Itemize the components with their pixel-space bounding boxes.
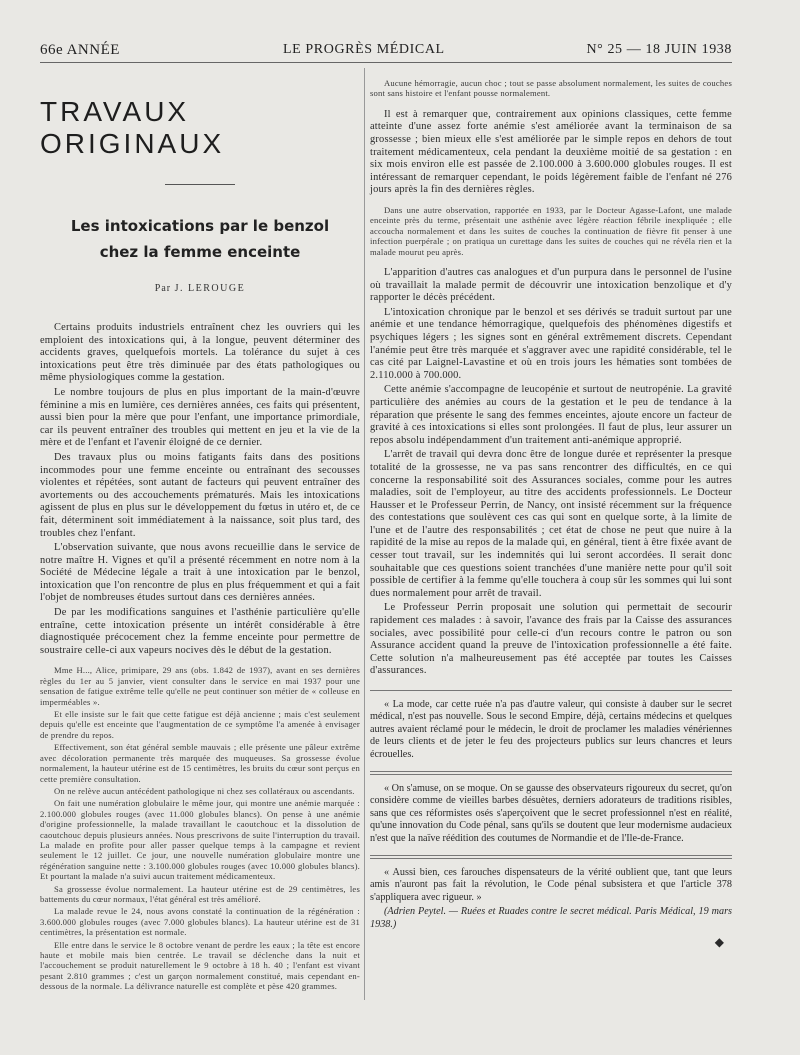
case-paragraph: Mme H..., Alice, primipare, 29 ans (obs. 1.842 de 1937), avant en ses dernières règles du 1er au 5 janvier, vient consulter dans le service en mai 1937 pour une sensation de fatigue extrême telle qu'elle ne peut continuer son métier de « colleuse en imperméables ». bbox=[40, 665, 360, 707]
journal-name: LE PROGRÈS MÉDICAL bbox=[283, 42, 445, 57]
title-rule bbox=[165, 184, 235, 185]
paragraph: Il est à remarquer que, contrairement aux opinions classiques, cette femme atteinte d'une assez forte anémie s'est améliorée avant la terminaison de sa grossesse ; bien mieux elle s'est améliorée par le simple repos en dehors de tout traitement médicamenteux, cela pendant la deuxième moitié de sa gestation : en six mois environ elle est passée de 2.100.000 à 3.600.000 globules rouges. Il est intéressant de remarquer cependant, le poids légèrement faible de l'enfant né 276 jours après la fin des dernières règles. bbox=[370, 108, 732, 196]
conclusion-text bbox=[370, 267, 732, 678]
paragraph: Certains produits industriels entraînent chez les ouvriers qui les emploient des intoxications qui, à la longue, peuvent déterminer des accidents graves, quelquefois mortels. La tolérance du sujet à ces intoxications peut être très diminuée par des états pathologiques ou même physiologiques comme la gestation. bbox=[40, 322, 360, 384]
case-paragraph: Effectivement, son état général semble mauvais ; elle présente une pâleur extrême avec décoloration permanente très marquée des muqueuses. Sa grossesse évolue normalement, la hauteur utérine est de 15 centimètres, les bruits du cœur sont perçus en cette première consultation. bbox=[40, 742, 360, 784]
paragraph: De par les modifications sanguines et l'asthénie particulière qu'elle entraîne, cette intoxication présente un intérêt considérable à être diagnostiquée précocement chez la femme enceinte pour permettre de soustraire celle-ci aux vapeurs nocives dès le début de la gestation. bbox=[40, 607, 360, 656]
intro-text bbox=[40, 322, 360, 657]
paragraph: Le nombre toujours de plus en plus important de la main-d'œuvre féminine a mis en lumière, ces dernières années, ces faits qui présentent, aussi bien pour la mère que pour l'enfant, une importance primordiale, car ils peuvent entraîner des troubles qui mettent en jeu et la vie de la mère et de l'enfant et l'avenir éloigné de ce dernier. bbox=[40, 386, 360, 449]
paragraph: Le Professeur Perrin proposait une solution qui permettait de secourir rapidement ces malades : à savoir, l'avance des frais par la Caisse des assurances sociales, avec possibilité pour celle-ci d'un recours contre le patron ou son Assurance accident quand la preuve de l'intoxication professionnelle a été faite. Cette solution n'a malheureusement pas été acceptée par toutes les Caisses d'assurances. bbox=[370, 602, 732, 677]
right-column bbox=[370, 68, 732, 950]
case-paragraph: On ne relève aucun antécédent pathologique ni chez ses collatéraux ou ascendants. bbox=[54, 785, 355, 796]
case-paragraph: On fait une numération globulaire le même jour, qui montre une anémie marquée : 2.100.000 globules rouges (avec 11.000 globules blancs). On pense à une anémie d'origine professionnelle, la malade travaillant le caoutchouc et la dissolution de caoutchouc depuis plusieurs années. Nous prescrivons de suite l'interruption du travail. La malade en profite pour aller passer quelque temps à la campagne et revient seulement le 12 juillet. Ce jour, une nouvelle numération globulaire montre une régénération sanguine nette : 3.100.000 globules rouges (avec 10.000 globules blancs). Et pourtant la malade n'a suivi aucun traitement médicamenteux. bbox=[40, 798, 360, 882]
paragraph: L'arrêt de travail qui devra donc être de longue durée et représenter la presque totalité de la grossesse, ne va pas sans rencontrer des difficultés, en ce qui concerne la responsabilité soit des Assurances sociales, comme pour les autres maladies, soit de l'employeur, au titre des accidents professionnels. Le Docteur Hausser et le Professeur Perrin, de Nancy, ont insisté récemment sur la fréquence des contestations que soulèvent ces cas qui sont en quelque sorte, à la limite de l'une et de l'autre des responsabilités ; cet état de chose ne peut que nuire à la rapidité de la mise au repos de la malade qui, en général, tient à être fixée avant de cesser tout travail, sur les indemnités qui lui seront accordées. Il serait donc souhaitable que ces questions soient tranchées d'une manière nette pour qu'il soit possible de certifier à la femme qu'elle touchera à coup sûr les sommes qui lui sont dues normalement pour arrêt de travail. bbox=[370, 449, 732, 599]
case-observation bbox=[40, 665, 360, 991]
section-separator bbox=[370, 690, 732, 691]
case-paragraph: Et elle insiste sur le fait que cette fatigue est déjà ancienne ; mais c'est seulement depuis qu'elle est enceinte que l'augmentation de ce symptôme l'a amenée à envisager de prendre du repos. bbox=[40, 709, 360, 740]
paragraph: Des travaux plus ou moins fatigants faits dans des positions incommodes pour une femme enceinte ou entraînant des secousses violentes et répétées, sont autant de facteurs qui peuvent entraîner des avortements ou des accouchements prématurés. Mais les intoxications agissent de plus en plus sur le développement du fœtus in utéro et, de ce fait, déterminent soit immédiatement à la naissance, soit plus tard, des troubles chez l'enfant. bbox=[40, 451, 360, 539]
column-divider bbox=[364, 68, 365, 1000]
case-paragraph: La malade revue le 24, nous avons constaté la continuation de la régénération : 3.600.000 globules rouges (avec 7.000 globules blancs). La hauteur utérine est de 31 centimètres, la présentation est normale. bbox=[40, 906, 360, 938]
quote-source: (Adrien Peytel. — Ruées et Ruades contre le secret médical. Paris Médical, 19 mars 1938.) bbox=[370, 906, 732, 930]
discussion-text bbox=[370, 109, 732, 197]
case-continuation bbox=[370, 78, 732, 99]
issue-date: N° 25 — 18 JUIN 1938 bbox=[586, 42, 732, 57]
section-title: TRAVAUX ORIGINAUX bbox=[40, 96, 225, 159]
quote-separator bbox=[370, 771, 732, 775]
left-column bbox=[40, 68, 360, 1002]
author-prefix: Par bbox=[154, 283, 172, 294]
paragraph: Cette anémie s'accompagne de leucopénie et surtout de neutropénie. La gravité particulière des anémies au cours de la gestation et le peu de tendance à la réparation que présente le sang des femmes enceintes, ajoute encore un facteur de gravité à ces intoxications si elles sont prolongées. Il faut de plus, leur assurer un repos absolu indépendamment d'un traitement anti-anémique approprié. bbox=[370, 384, 732, 446]
paragraph: L'observation suivante, que nous avons recueillie dans le service de notre maître H. Vignes et qu'il a présenté récemment en notre nom à la Société de Médecine légale a trait à une intoxication par le benzol, intoxication que l'on rencontre de plus en plus fréquemment et qui a fait l'objet de nombreuses études surtout dans ces dernières années. bbox=[40, 542, 360, 604]
paragraph: L'intoxication chronique par le benzol et ses dérivés se traduit surtout par une anémie et une tendance hémorragique, quelquefois des phénomènes digestifs et psychiques légers ; les signes sont en général extrêmement discrets. Cependant l'anémie peut être très marquée et s'aggraver avec une rapidité considérable, tel le cas cité par Laignel-Lavastine et où en trois jours les hématies sont tombées de 2.110.000 à 700.000. bbox=[370, 306, 732, 381]
article-title-line1: Les intoxications par le benzol bbox=[70, 217, 330, 235]
article-title-line2: chez la femme enceinte bbox=[99, 243, 301, 261]
quote-block bbox=[370, 699, 732, 950]
case-paragraph: Sa grossesse évolue normalement. La hauteur utérine est de 29 centimètres, les battements du cœur normaux, l'état général est très amélioré. bbox=[40, 883, 360, 904]
quote-paragraph: « Aussi bien, ces farouches dispensateurs de la vérité oublient que, tant que leurs amis n'auront pas fait la révolution, le Code pénal subsistera et que l'article 378 s'appliquera avec rigueur. » bbox=[370, 867, 732, 903]
author-line bbox=[40, 283, 360, 294]
end-ornament: ◆ bbox=[714, 935, 724, 950]
quote-separator bbox=[370, 855, 732, 859]
quote-paragraph: « La mode, car cette ruée n'a pas d'autre valeur, qui consiste à dauber sur le secret médical, n'est pas nouvelle. Sous le second Empire, déjà, certains médecins et quelques autres avaient réclamé pour le médecin, le droit de proclamer les maladies vénériennes de leurs clients et de jeter le feu des projecteurs publics sur leurs chancres et leurs écrouelles. bbox=[370, 699, 732, 760]
edition-label: 66e ANNÉE bbox=[40, 42, 120, 58]
case-paragraph: Elle entre dans le service le 8 octobre venant de perdre les eaux ; la tête est encore haute et mobile mais bien centrée. Le travail se déclenche dans la nuit et l'accouchement se produit naturellement le 9 octobre à 18 h. 40 ; l'enfant est vivant pesant 2.810 grammes ; c'est un garçon normalement constitué, mais cependant en-dessous de la normale. La délivrance naturelle est complète et pèse 420 grammes. bbox=[40, 939, 360, 992]
case-paragraph: Dans une autre observation, rapportée en 1933, par le Docteur Agasse-Lafont, une malade enceinte près du terme, présentait une asthénie avec légère réaction fébrile inexpliquée ; elle accoucha normalement et dans les suites de couches la continuation de fièvre fit penser à une infection puerpérale ; on pratiqua un curettage dans les suites de couches qui ne révéla rien et la malade mourut peu après. bbox=[370, 204, 732, 257]
paragraph: L'apparition d'autres cas analogues et d'un purpura dans le personnel de l'usine où travaillait la malade permit de découvrir une intoxication benzolique et d'y rapporter le décès précédent. bbox=[370, 267, 732, 304]
quote-paragraph: « On s'amuse, on se moque. On se gausse des observateurs rigoureux du secret, qu'on considère comme de vieilles barbes désuètes, derniers adorateurs de traditions risibles, sans que ces réformistes osés s'aperçoivent que le secret professionnel n'est en réalité, qu'une innovation du Code pénal, sans qu'ils se doutent que leur modernisme audacieux n'est que la naïve réédition des coutumes de Normandie et de l'Ile-de-France. bbox=[370, 783, 732, 844]
second-observation bbox=[370, 205, 732, 257]
header-rule bbox=[40, 62, 732, 63]
author-name: J. LEROUGE bbox=[174, 283, 246, 294]
case-paragraph: Aucune hémorragie, aucun choc ; tout se passe absolument normalement, les suites de couches sont sans histoire et l'enfant pousse normalement. bbox=[370, 78, 732, 99]
